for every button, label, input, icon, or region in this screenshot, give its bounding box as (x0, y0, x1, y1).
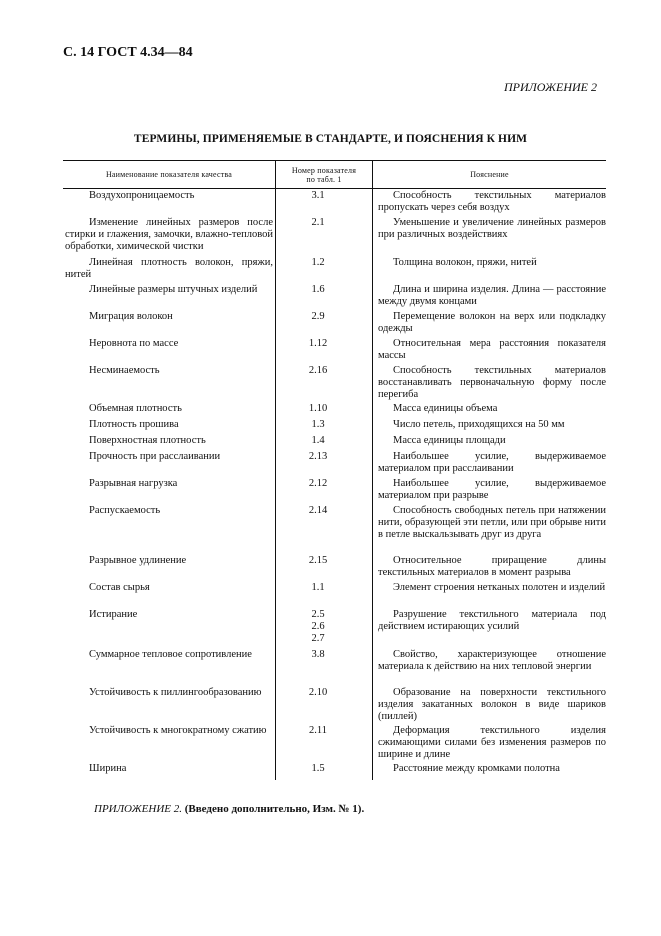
table-row (63, 283, 606, 310)
term-number-value: 2.13 (308, 451, 328, 462)
term-name: Линейные размеры штучных изделий (89, 284, 258, 295)
term-number-value: 1.6 (311, 284, 325, 295)
term-number (275, 504, 373, 554)
term-name: Неровнота по массе (89, 338, 179, 349)
term-number (275, 364, 373, 402)
term-name: Состав сырья (89, 582, 150, 593)
table-row (63, 724, 606, 762)
table-row (63, 189, 606, 216)
term-explanation: Элемент строения нетканых полотен и изделий (393, 582, 606, 593)
term-number-value: 1.1 (311, 582, 325, 593)
term-number-value: 1.12 (308, 338, 328, 349)
term-name: Воздухопроницаемость (89, 190, 195, 201)
term-name: Поверхностная плотность (89, 435, 206, 446)
term-number (275, 256, 373, 283)
term-number (275, 418, 373, 434)
term-explanation: Свойство, характеризующее отношение материала к действию на них тепловой энергии (378, 649, 606, 672)
table-row (63, 402, 606, 418)
term-number-value: 2.14 (308, 505, 328, 516)
document-title: ТЕРМИНЫ, ПРИМЕНЯЕМЫЕ В СТАНДАРТЕ, И ПОЯСНЕНИЯ К НИМ (133, 133, 528, 145)
term-number-value: 1.10 (308, 403, 328, 414)
term-number (275, 554, 373, 581)
footnote-label: ПРИЛОЖЕНИЕ 2. (94, 803, 182, 815)
term-explanation: Деформация текстильного изделия сжимающими силами без изменения размеров по ширине и длине (378, 725, 606, 760)
footnote (94, 803, 364, 815)
term-explanation: Относительная мера расстояния показателя массы (378, 338, 606, 361)
term-explanation: Способность текстильных материалов пропускать через себя воздух (378, 190, 606, 213)
term-number (275, 686, 373, 724)
term-number (275, 608, 373, 648)
term-explanation: Перемещение волокон на верх или подкладку одежды (378, 311, 606, 334)
term-number-value: 2.11 (309, 725, 327, 736)
term-number-value: 2.7 (311, 633, 325, 644)
term-number-value: 1.3 (311, 419, 325, 430)
column-header-name: Наименование показателя качества (105, 170, 233, 179)
table-row (63, 310, 606, 337)
column-header-explanation: Пояснение (470, 170, 509, 179)
term-name: Разрывное удлинение (89, 555, 187, 566)
table-row (63, 450, 606, 477)
term-name: Ширина (89, 763, 127, 774)
term-name: Миграция волокон (89, 311, 173, 322)
term-number (275, 648, 373, 686)
table-row (63, 686, 606, 724)
term-explanation: Толщина волокон, пряжи, нитей (393, 257, 537, 268)
term-number-value: 2.9 (311, 311, 325, 322)
term-name: Плотность прошива (89, 419, 179, 430)
table-row (63, 554, 606, 581)
term-explanation: Длина и ширина изделия. Длина — расстояние между двумя концами (378, 284, 606, 307)
term-name: Линейная плотность волокон, пряжи, нитей (65, 257, 273, 280)
term-number (275, 762, 373, 780)
table-row (63, 337, 606, 364)
term-explanation: Разрушение текстильного материала под действием истирающих усилий (378, 609, 606, 632)
column-header-number (275, 161, 373, 188)
term-explanation: Относительное приращение длины текстильных материалов в момент разрыва (378, 555, 606, 578)
term-number-value: 1.4 (311, 435, 325, 446)
table-row (63, 648, 606, 686)
table-header (63, 160, 606, 189)
term-number (275, 216, 373, 256)
appendix-label: ПРИЛОЖЕНИЕ 2 (504, 80, 597, 94)
terms-table (63, 160, 606, 780)
term-explanation: Уменьшение и увеличение линейных размеров при различных воздействиях (378, 217, 606, 240)
term-number-value: 3.8 (311, 649, 325, 660)
column-header-number-line1: Номер показателя (291, 165, 357, 175)
term-number (275, 283, 373, 310)
term-explanation: Число петель, приходящихся на 50 мм (393, 419, 565, 430)
table-row (63, 581, 606, 608)
term-number-value: 1.2 (311, 257, 325, 268)
table-row (63, 477, 606, 504)
column-header-number-line2: по табл. 1 (306, 174, 342, 184)
term-explanation: Расстояние между кромками полотна (393, 763, 560, 774)
term-name: Устойчивость к пиллингообразованию (89, 687, 262, 698)
term-number (275, 581, 373, 608)
term-name: Прочность при расслаивании (89, 451, 221, 462)
term-name: Разрывная нагрузка (89, 478, 178, 489)
term-explanation: Наибольшее усилие, выдерживаемое материалом при расслаивании (378, 451, 606, 474)
term-number (275, 477, 373, 504)
term-number-value: 2.5 (311, 609, 325, 620)
table-row (63, 216, 606, 256)
term-number-value: 2.12 (308, 478, 328, 489)
page-header: С. 14 ГОСТ 4.34—84 (63, 45, 193, 60)
table-row (63, 418, 606, 434)
term-number-value: 2.10 (308, 687, 328, 698)
term-name: Распускаемость (89, 505, 161, 516)
term-number (275, 434, 373, 450)
term-name: Несминаемость (89, 365, 160, 376)
footnote-text: (Введено дополнительно, Изм. № 1). (184, 803, 365, 815)
term-explanation: Масса единицы площади (393, 435, 506, 446)
term-number-value: 1.5 (311, 763, 325, 774)
term-number (275, 310, 373, 337)
table-body (63, 189, 606, 780)
term-number (275, 189, 373, 216)
term-number (275, 402, 373, 418)
table-row (63, 762, 606, 780)
term-name: Изменение линейных размеров после стирки и глажения, замочки, влажно-тепловой обработки, химической чистки (65, 217, 273, 252)
table-row (63, 504, 606, 554)
term-number-value: 3.1 (311, 190, 325, 201)
table-row (63, 434, 606, 450)
term-number-value: 2.1 (311, 217, 325, 228)
term-number-value: 2.15 (308, 555, 328, 566)
term-number-value: 2.6 (311, 621, 325, 632)
term-number (275, 337, 373, 364)
table-row (63, 364, 606, 402)
term-explanation: Способность свободных петель при натяжении нити, образующей эти петли, или при обрыве нити в петле выскальзывать друг из друга (378, 505, 607, 540)
term-number (275, 724, 373, 762)
term-name: Истирание (89, 609, 138, 620)
term-name: Устойчивость к многократному сжатию (89, 725, 267, 736)
term-explanation: Образование на поверхности текстильного изделия закатанных волокон в виде шариков (пиллей) (378, 687, 606, 722)
term-explanation: Способность текстильных материалов восстанавливать первоначальную форму после перегиба (378, 365, 606, 400)
table-row (63, 608, 606, 648)
term-explanation: Масса единицы объема (393, 403, 498, 414)
term-number (275, 450, 373, 477)
term-name: Суммарное тепловое сопротивление (89, 649, 252, 660)
table-row (63, 256, 606, 283)
term-number-value: 2.16 (308, 365, 328, 376)
term-name: Объемная плотность (89, 403, 182, 414)
term-explanation: Наибольшее усилие, выдерживаемое материалом при разрыве (378, 478, 606, 501)
